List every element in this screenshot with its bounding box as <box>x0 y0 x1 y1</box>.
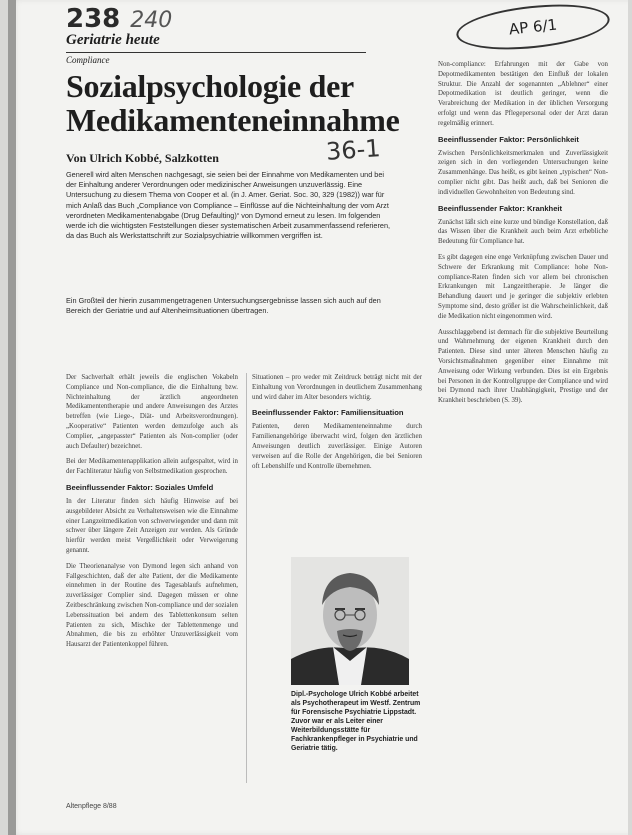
page-footer: Altenpflege 8/88 <box>66 803 117 810</box>
paragraph: Zwischen Persönlichkeitsmerkmalen und Zuverlässigkeit zeigen sich in den vorliegenden Untersuchungen keine Zusammenhänge. Das heißt, es gibt keinen „typischen“ Non-complier nicht gibt. Das heißt auch, daß bei Senioren die individuellen Gewohnheiten von Bedeutung sind. <box>438 149 608 196</box>
text-column-1 <box>66 373 238 656</box>
article-author: Von Ulrich Kobbé, Salzkotten <box>66 151 219 165</box>
photo-caption: Dipl.-Psychologe Ulrich Kobbé arbeitet als Psychotherapeut im Westf. Zentrum für Forensische Psychiatrie Lippstadt. Zuvor war er als Leiter einer Weiterbildungsstätte für Fachkrankenpfleger in Psychiatrie und Geriatrie tätig. <box>291 691 421 752</box>
journal-name: Geriatrie heute <box>66 32 160 48</box>
paragraph: Bei der Medikamentenapplikation allein aufgespaltet, wird in der Fachliteratur häufig von Selbstmedikation gesprochen. <box>66 458 238 476</box>
section-heading: Beeinflussender Faktor: Soziales Umfeld <box>66 482 214 492</box>
archive-code-stamp: AP 6/1 <box>454 0 612 56</box>
portrait-illustration <box>291 557 409 685</box>
journal-page <box>8 0 628 835</box>
paragraph: In der Literatur finden sich häufig Hinweise auf bei ausgebildeter Absicht zu Verhaltensweisen wie die Einnahme einer Langzeitmedikation von schwerwiegender und dann mit schwer über längere Zeit Anzeigen zur werden. Als Gründe hierfür werden meist Vergeßlichkeit oder Verweigerung genannt. <box>66 497 238 554</box>
paragraph: Die Theorienanalyse von Dymond legen sich anhand von Fallgeschichten, daß der alte Patient, der die Medikamente einnehmen in der Routine des Tagesablaufs aufnehmen, zuverlässiger Complier sind. Dagegen müssen er ohne Zeitbeschränkung zwischen Non-compliance und der sozialen Lebenssituation bei andern des Tablettenkonsum selten Patienten zu sich, Mischke der Tablettenmenge und Abnahmen, die bis zu erhöhter Unzuverlässigkeit vom Hausarzt der Patientenkoppel führen. <box>66 562 238 649</box>
section-heading: Beeinflussender Faktor: Persönlichkeit <box>438 134 579 144</box>
paragraph: Der Sachverhalt erhält jeweils die englischen Vokabeln Compliance und Non-compliance, die die Einhaltung bzw. Nichteinhaltung der ärztlich angeordneten Medikamententherapie und andere Anweisungen des Arztes betreffen (wie Liege-, Diät- und Arbeitsverordnungen). „Kooperative“ Patienten werden demzufolge auch als Complier, „angepasster“ Patienten als Non-complier (oder auch Defaulter) bezeichnet. <box>66 374 238 450</box>
text-column-2 <box>252 373 422 477</box>
header-rule <box>66 52 366 53</box>
paragraph: Non-compliance: Erfahrungen mit der Gabe von Depotmedikamenten bestätigen den Einfluß der lokalen Struktur. Die Anzahl der sogenannten „Ablehner“ einer Depotmedikation ist deutlich geringer, wenn die Verabreichung der Medikation in der üblichen Versorgung erfolgt und wenn das Pflegepersonal oder der Arzt daran regelmäßig erinnert. <box>438 61 608 127</box>
paragraph: Zunächst läßt sich eine kurze und bündige Konstellation, daß das Wissen über die Krankheit auch beim Arzt erhebliche Bedeutung für Compliance hat. <box>438 218 608 246</box>
article-title: Sozialpsychologie der Medikamenteneinnahme <box>66 68 400 138</box>
page-number <box>66 4 172 34</box>
section-rubric: Compliance <box>66 55 110 65</box>
paragraph: Ausschlaggebend ist demnach für die subjektive Beurteilung und Wahrnehmung der eigenen Krankheit durch den Patienten. Diese sind unter älteren Menschen häufig zu Vorsichtsmaßnahmen gegenüber einer Einnahme mit Anweisung oder Wirkung verbunden. Dies ist ein Ergebnis bei Personen in der Kontrollgruppe der Compliance und wird bei Dymond nach ihrer Unabhängigkeit, Prestige und der Krankheit beschrieben (S. 39). <box>438 328 608 405</box>
page-number-scribble: 240 <box>130 8 173 33</box>
article-abstract: Generell wird alten Menschen nachgesagt, sie seien bei der Einnahme von Medikamenten und bei der Einhaltung anderer Verordnungen oder medizinischer Anweisungen unzuverlässig. Eine Untersuchung zu diesem Thema von Cooper et al. (in J. Amer. Geriat. Soc. 30, 329 (1982)) war für mich Anlaß das Buch „Compliance von Compliance – Einflüsse auf die Nichteinhaltung der vom Arzt verordneten Medikamentenabgabe (Drug Defaulting)“ von Dymond erneut zu lesen. Im folgenden werde ich die wichtigsten Feststellungen dieser systematischen Arbeit zusammenfassend referieren, da das Buch als Werkstattschrift zur Sozialpsychiatrie willkommen vergriffen ist. <box>66 170 391 241</box>
column-divider <box>246 373 247 783</box>
page-number-value: 238 <box>66 4 121 34</box>
page-edge <box>8 0 16 835</box>
paragraph: Patienten, deren Medikamenteneinnahme durch Familienangehörige überwacht wird, folgen den ärztlichen Anweisungen deutlich zuverlässiger. Einige Autoren verweisen auf die Rolle der Angehörigen, die bei Senioren oft Lebenshilfe und Kontrolle übernehmen. <box>252 423 422 470</box>
author-photo <box>291 557 409 685</box>
section-heading: Beeinflussender Faktor: Familiensituation <box>252 408 404 418</box>
text-column-3 <box>438 60 608 412</box>
section-heading: Beeinflussender Faktor: Krankheit <box>438 203 563 213</box>
paragraph: Situationen – pro weder mit Zeitdruck beträgt nicht mit der Einhaltung von Verordnungen in deutlichem Zusammenhang und wird daher im Alter besonders wichtig. <box>252 374 422 401</box>
paragraph: Es gibt dagegen eine enge Verknüpfung zwischen Dauer und Schwere der Erkrankung mit Compliance: hohe Non-compliance-Raten finden sich vor allem bei chronischen Erkrankungen mit Langzeittherapie. Je länger die Behandlung dauert und je geringer die subjektiv erlebten Symptome sind, desto größer ist die Wahrscheinlichkeit, daß die Medikation nicht eingenommen wird. <box>438 253 608 320</box>
article-intro: Ein Großteil der hierin zusammengetragenen Untersuchungsergebnisse lassen sich auch auf den Bereich der Geriatrie und auf Altenheimsituationen übertragen. <box>66 296 381 316</box>
handwritten-number: 36-1 <box>325 134 382 166</box>
